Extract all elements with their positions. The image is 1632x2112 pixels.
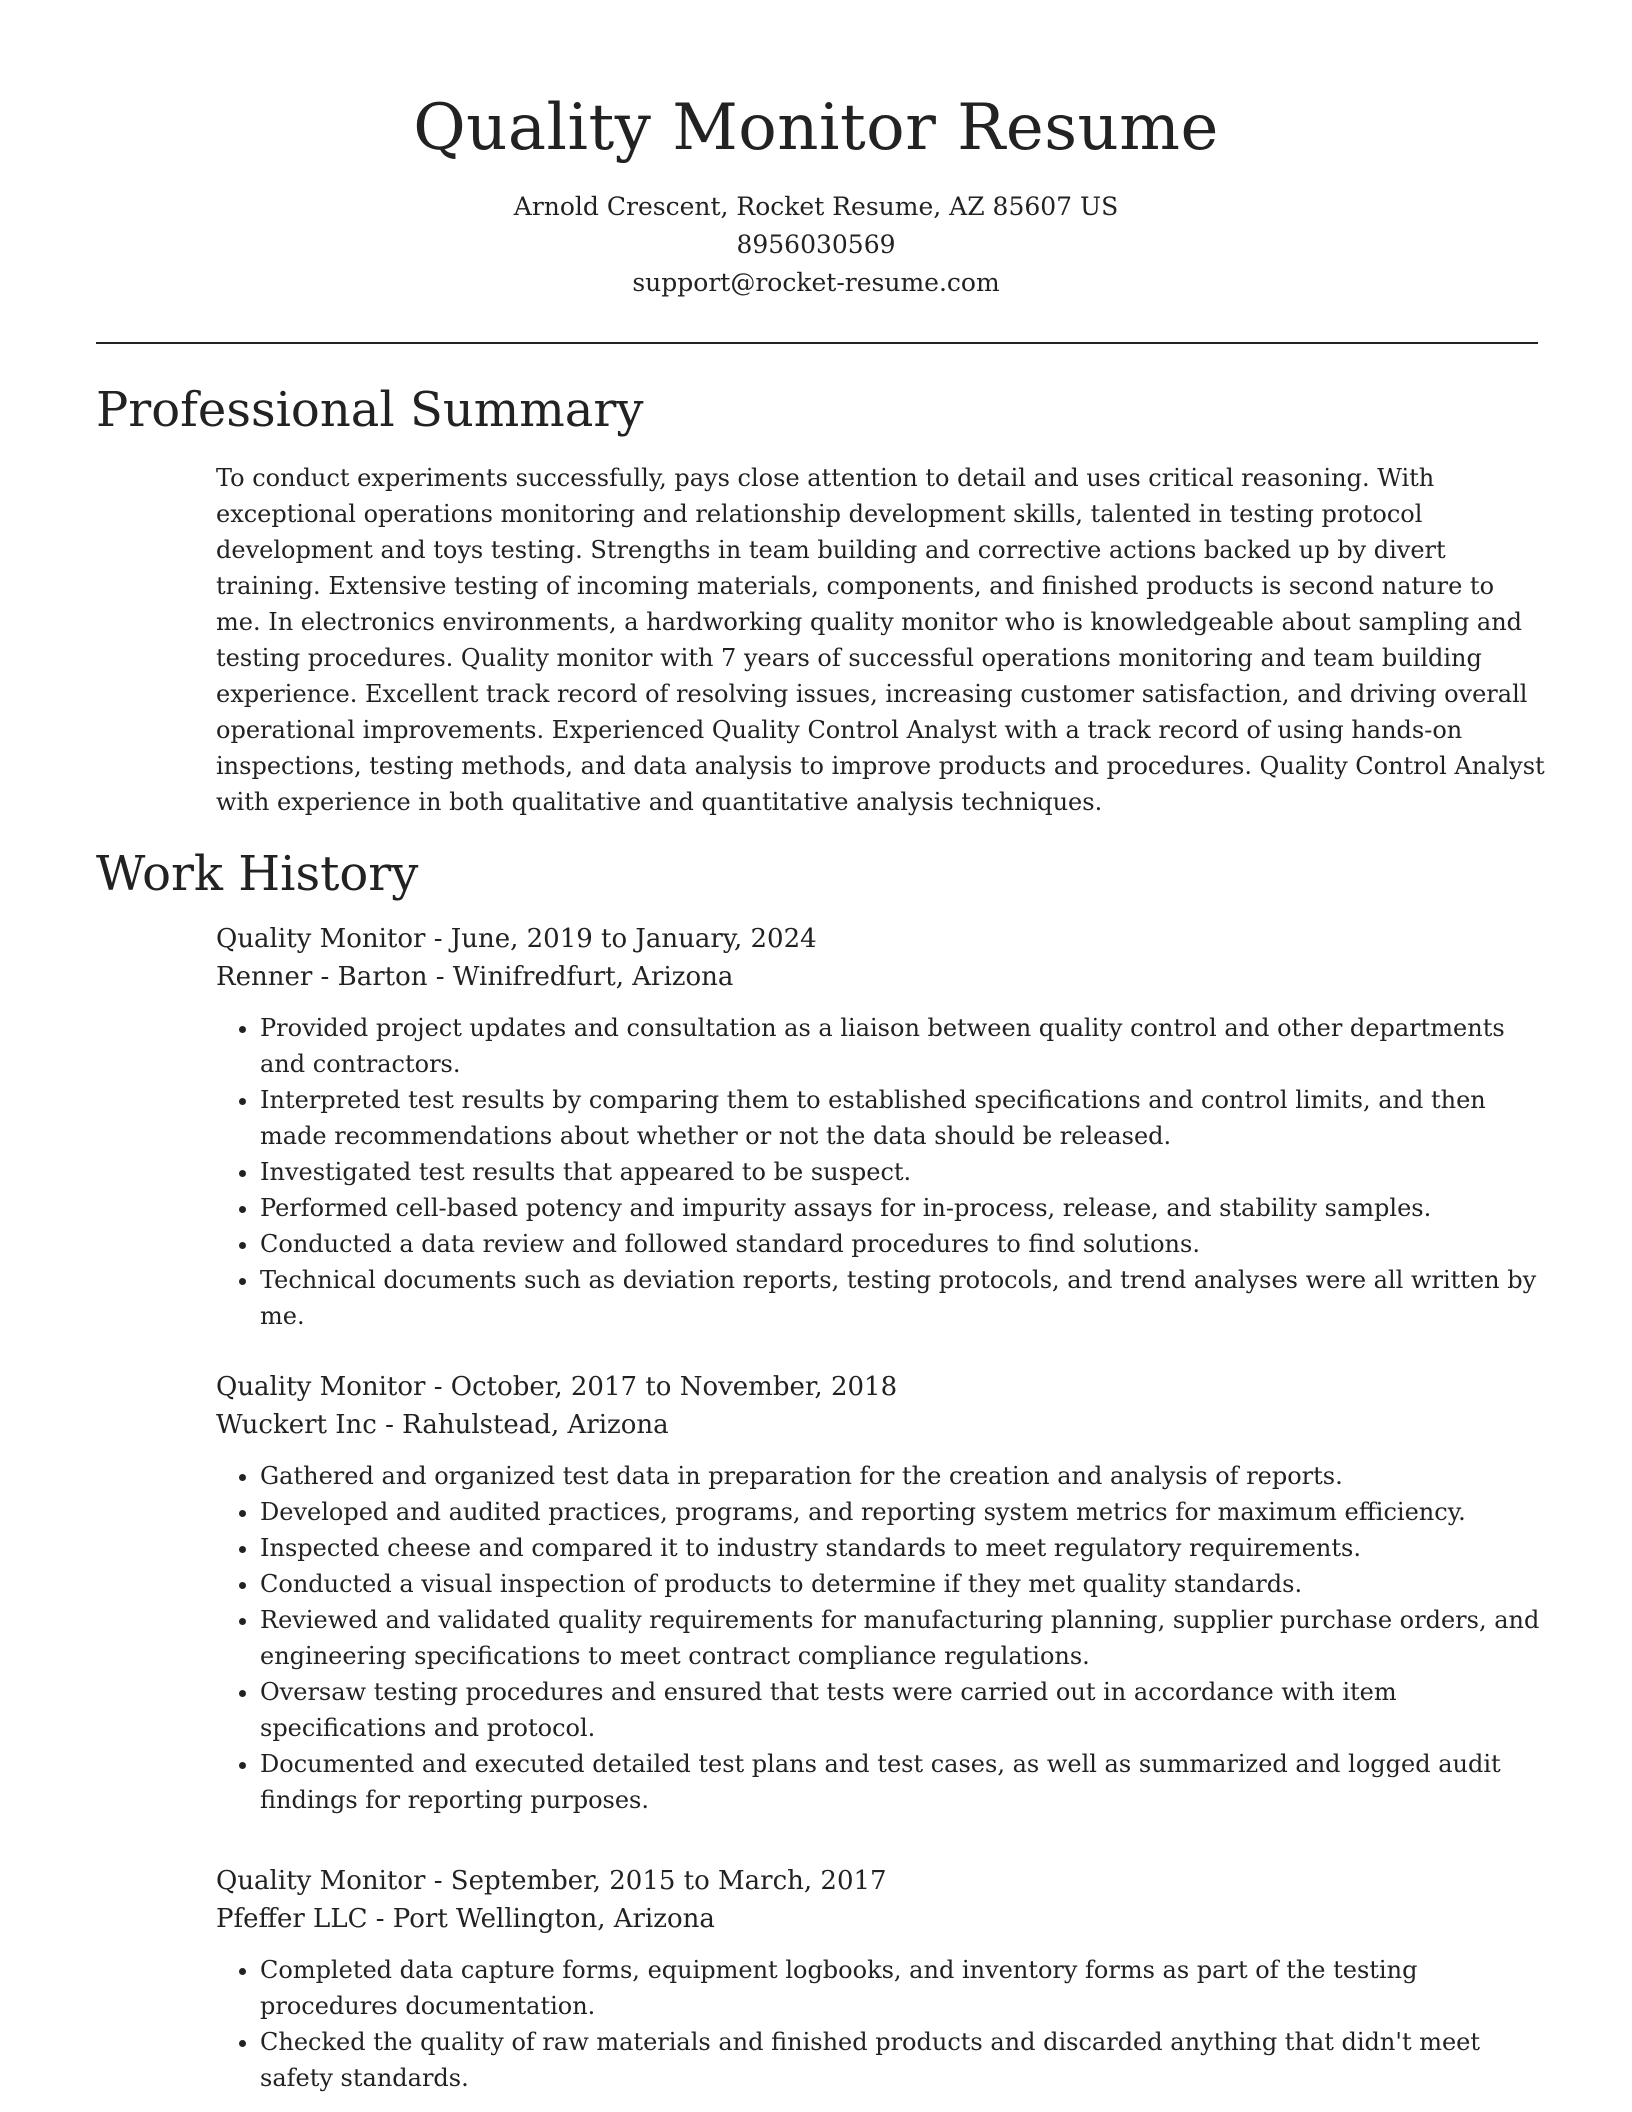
job-title-line [216,1862,1546,1900]
job-bullet: • Provided project updates and consultation as a liaison between quality control and other departments and contractors. [260,1010,1546,1082]
job-bullet: • Performed cell-based potency and impurity assays for in-process, release, and stability samples. [260,1190,1546,1226]
job-company: Wuckert Inc - Rahulstead, Arizona [216,1410,669,1440]
job-bullet: • Documented and executed detailed test plans and test cases, as well as summarized and logged audit findings for reporting purposes. [260,1746,1546,1818]
job-company: Pfeffer LLC - Port Wellington, Arizona [216,1904,715,1934]
job-company: Renner - Barton - Winifredfurt, Arizona [216,962,734,992]
resume-title: Quality Monitor Resume [413,91,1219,165]
job-title: Quality Monitor [216,1866,426,1896]
resume-header [0,0,1632,302]
work-history-heading: Work History [96,846,419,902]
job-bullets [216,1010,1546,1334]
job-title: Quality Monitor [216,924,426,954]
job-bullet: • Conducted a visual inspection of products to determine if they met quality standards. [260,1566,1546,1602]
job-bullet: • Oversaw testing procedures and ensured that tests were carried out in accordance with item specifications and protocol. [260,1674,1546,1746]
summary-heading: Professional Summary [96,382,644,438]
job-dates: - October, 2017 to November, 2018 [425,1372,898,1402]
contact-email: support@rocket-resume.com [632,268,1000,297]
job-bullet: • Inspected cheese and compared it to industry standards to meet regulatory requirements. [260,1530,1546,1566]
summary-section [96,380,1538,440]
job-title-line [216,920,1546,958]
job-bullets [216,1458,1546,1818]
contact-address: Arnold Crescent, Rocket Resume, AZ 85607 US [513,192,1119,221]
job-bullet: • Checked the quality of raw materials and finished products and discarded anything that didn't meet safety standards. [260,2024,1546,2096]
job-bullet: • Technical documents such as deviation reports, testing protocols, and trend analyses were all written by me. [260,1262,1546,1334]
job-bullet: • Conducted a data review and followed standard procedures to find solutions. [260,1226,1546,1262]
job-entry [216,920,1546,1334]
job-bullet: • Gathered and organized test data in preparation for the creation and analysis of reports. [260,1458,1546,1494]
job-entry [216,1862,1546,2096]
job-bullet: • Reviewed and validated quality requirements for manufacturing planning, supplier purchase orders, and engineering specifications to meet contract compliance regulations. [260,1602,1546,1674]
job-bullet: • Developed and audited practices, programs, and reporting system metrics for maximum efficiency. [260,1494,1546,1530]
job-dates: - September, 2015 to March, 2017 [425,1866,887,1896]
job-title: Quality Monitor [216,1372,426,1402]
work-history-section [96,844,1538,904]
job-bullet: • Interpreted test results by comparing them to established specifications and control limits, and then made recommendations about whether or not the data should be released. [260,1082,1546,1154]
job-dates: - June, 2019 to January, 2024 [425,924,817,954]
job-title-line [216,1368,1546,1406]
job-entry [216,1368,1546,1818]
job-bullet: • Investigated test results that appeared to be suspect. [260,1154,1546,1190]
header-divider [96,342,1538,344]
job-bullet: • Completed data capture forms, equipment logbooks, and inventory forms as part of the testing procedures documentation. [260,1952,1546,2024]
summary-text: To conduct experiments successfully, pays close attention to detail and uses critical reasoning. With exceptional operations monitoring and relationship development skills, talented in testing protocol development and toys testing. Strengths in team building and corrective actions backed up by divert training. Extensive testing of incoming materials, components, and finished products is second nature to me. In electronics environments, a hardworking quality monitor who is knowledgeable about sampling and testing procedures. Quality monitor with 7 years of successful operations monitoring and team building experience. Excellent track record of resolving issues, increasing customer satisfaction, and driving overall operational improvements. Experienced Quality Control Analyst with a track record of using hands-on inspections, testing methods, and data analysis to improve products and procedures. Quality Control Analyst with experience in both qualitative and quantitative analysis techniques. [216,464,1545,816]
contact-phone: 8956030569 [736,230,896,259]
job-bullets [216,1952,1546,2096]
contact-block [0,188,1632,302]
